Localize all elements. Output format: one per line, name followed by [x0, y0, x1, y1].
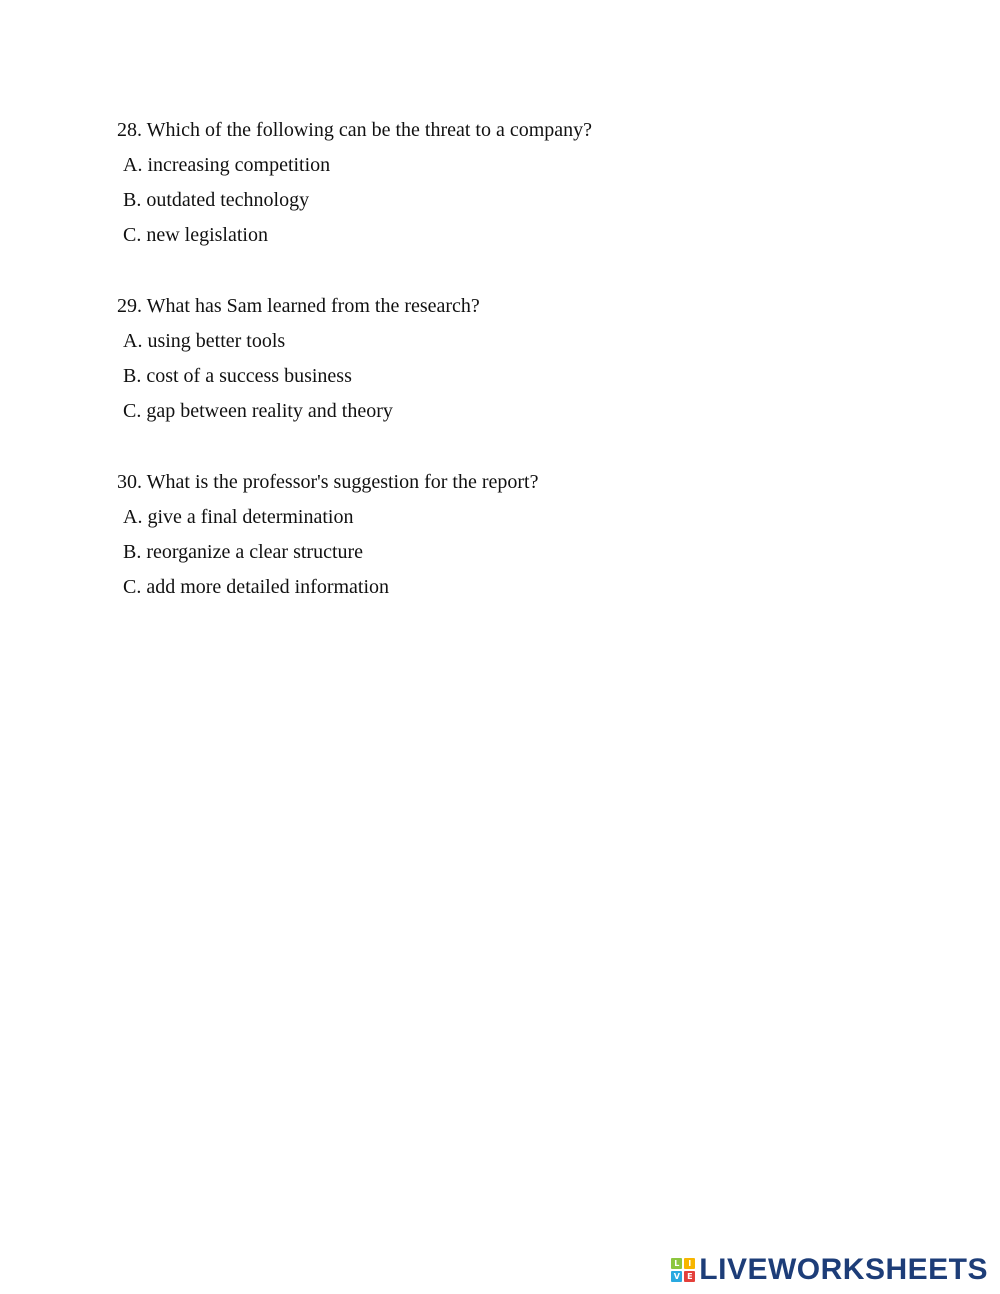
question-text: 30. What is the professor's suggestion for the report?	[117, 471, 539, 493]
liveworksheets-logo	[671, 1254, 988, 1286]
option-b: B. outdated technology	[123, 189, 310, 211]
logo-text: LIVEWORKSHEETS	[699, 1253, 988, 1286]
question-30	[117, 469, 817, 600]
logo-block: L	[671, 1258, 682, 1269]
option-c: C. new legislation	[123, 224, 268, 246]
logo-block: I	[684, 1258, 695, 1269]
logo-block: E	[684, 1271, 695, 1282]
option-a: A. using better tools	[123, 330, 286, 352]
option-c: C. gap between reality and theory	[123, 400, 393, 422]
question-29	[117, 293, 817, 424]
question-text: 29. What has Sam learned from the research?	[117, 295, 480, 317]
option-b: B. cost of a success business	[123, 365, 352, 387]
logo-blocks-icon	[671, 1258, 695, 1282]
logo-block: V	[671, 1271, 682, 1282]
option-b: B. reorganize a clear structure	[123, 541, 364, 563]
option-a: A. increasing competition	[123, 154, 331, 176]
question-28	[117, 117, 817, 248]
option-a: A. give a final determination	[123, 506, 354, 528]
option-c: C. add more detailed information	[123, 576, 390, 598]
question-text: 28. Which of the following can be the threat to a company?	[117, 119, 593, 141]
